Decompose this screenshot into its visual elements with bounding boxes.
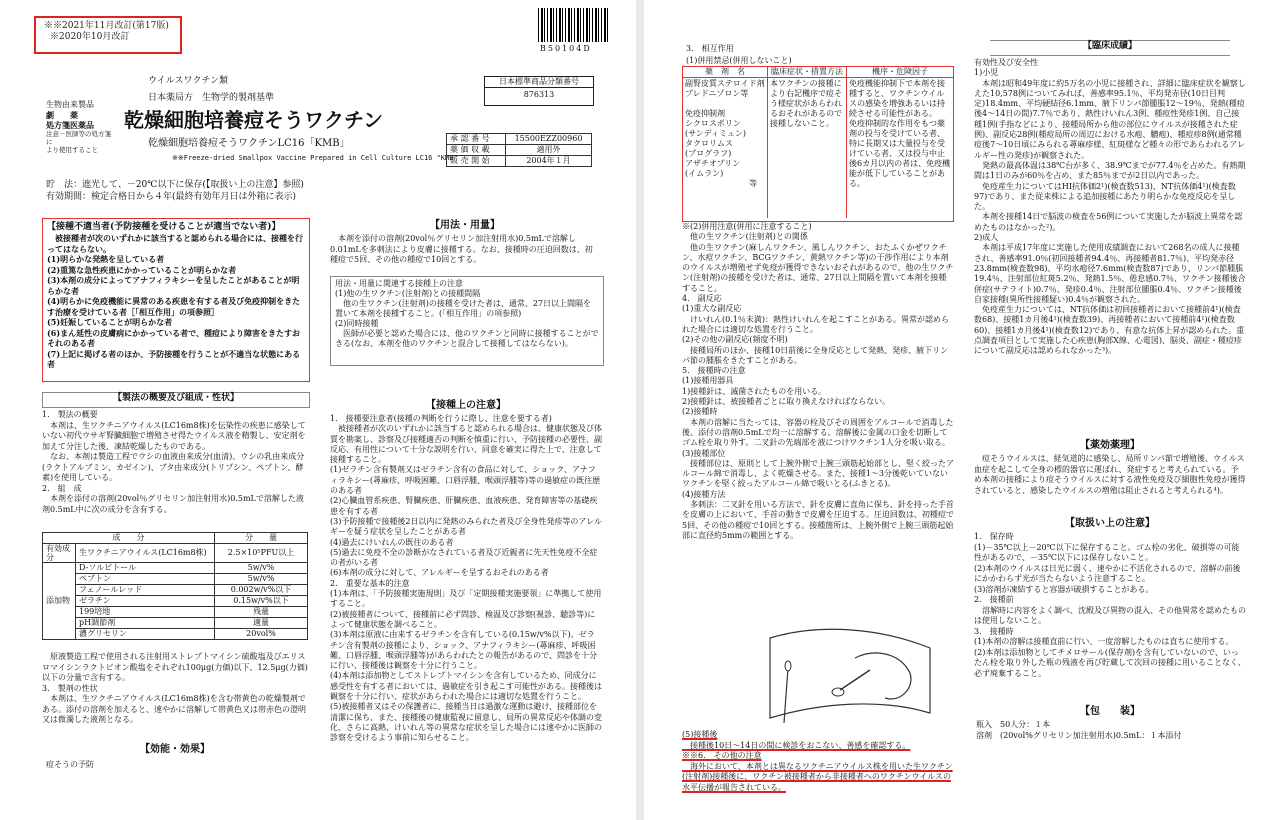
- table-cell: 0.15w/v%以下: [215, 596, 308, 607]
- handling-body: 1. 保存時 (1)－35℃以上－20℃以下に保存すること。ゴム栓の劣化、破損等の可能性があるので、－35℃以下には保存しないこと。 (2)本剤のウイルスは日光に弱く、速やかに不活化されるので、溶解の前後にかかわらず光が当たらないよう注意すること。 (3)溶剤が凍結すると容器が破損することがある。 2. 接種前 溶解時に内容をよく調べ、沈殿及び異物の混入、その他異常を認めたものは使用しないこと。 3. 接種時 (1)本剤の溶解は接種直前に行い、一度溶解したものは直ちに使用する。 (2)本剤は添加物としてチメロサール(保存剤)を含有していないので、いったん栓を取り外した瓶の残液を再び貯蔵して次回の接種に用いることなく、必ず廃棄すること。: [974, 532, 1246, 678]
- contraindications-title: 【接種不適当者(予防接種を受けることが適当でない者)】: [47, 222, 281, 232]
- package-title: 【包 装】: [1080, 706, 1140, 717]
- table-cell: 有効成分: [43, 544, 76, 563]
- regulatory-label: 注意－医師等の処方箋に: [46, 130, 111, 146]
- product-body-1: 1. 製法の概要 本剤は、生ワクチニアウイルス(LC16m8株)を伝染性の疾患に感染していない初代ウサギ腎臓細胞で増殖させ得たウイルス液を精製し、安定剤を加えて分注した後、凍結乾燥したものである。 なお、本剤は製造工程でウシの血液由来成分(血清)、ウシの乳由来成分(ラクトアルブミン、カゼイン)、ブタ由来成分(トリプシン、ペプトン、酵素)を使用している。 2. 組 成 本剤を添付の溶剤(20vol％グリセリン加注射用水)0.5mLで溶解した液剤0.5mL中に次の成分を含有する。: [42, 410, 306, 514]
- table-cell: 適用外: [506, 145, 592, 156]
- table-cell: pH調節剤: [76, 618, 215, 629]
- english-title: ※※Freeze-dried Smallpox Vaccine Prepared in Cell Culture LC16 "KMB": [172, 154, 458, 162]
- regulatory-label: 処方箋医薬品: [46, 120, 94, 130]
- table-row: [683, 67, 953, 78]
- table-row: [43, 563, 308, 574]
- table-header: 成 分: [43, 533, 215, 544]
- clinical-body: 有効性及び安全性 1)小児 本剤は昭和49年度に約5万名の小児に接種され、詳細に臨床症状を観察しえた10,578例についてみれば、善感率95.1％、平均発赤径(10日目判定)18.4mm、平均硬結径6.1mm、腋下リンパ節腫脹12～19％、発熱(種痘後4～14日の間)7.7％であり、熱性けいれん3例、種痘性発疹1例、自己接種1例(手指などにより、接種局所から他の部位にウイルスが接種された症例)、副反応28例(種痘局所の周辺における水疱、膿疱)、種痘疹8例(通常種痘後7～10日頃にみられる蕁麻疹様、紅斑様など種々の形であらわれるアレルギー性の発疹)が観察された。 発熱の最高体温は38℃台が多く、38.9℃までが77.4％を占めた。有熱期間は1日のみが60％を占め、また85％までが2日以内であった。 免疫産生力についてはHI抗体価2¹)(検査数513)、NT抗体価4¹)(検査数97)であり、また従来株による追加接種にあたり明らかな免疫反応を呈した。 本剤を接種14日で脳波の検査を56例について実施したが脳波上異常を認めたものはなかった²)。 2)成人 本剤は平成17年度に実施した使用成績調査において268名の成人に接種され、善感率91.0％(初回接種者94.4％、再接種者81.7％)、平均発赤径23.8mm(検査数98)、平均水疱径7.6mm(検査数87)であり、リンパ節腫脹19.4％、注射部位紅斑5.2％、発熱1.5％、倦怠感0.7％、ワクチン接種後合併症(サテライト)0.7％、発疹0.4％、注射部位腫脹0.4％、ワクチン接種後自家接種(異所性接種疑い)0.4％が観察された。 免疫産生力については、NT抗体価は初回接種者において接種前4¹)(検査数68)、接種1カ月後4¹)(検査数39)、再接種者において接種前4¹)(検査数60)、接種1カ月後4¹)(検査数12)であり、有意な抗体上昇が認められた。重点調査項目として実施した心疾患(胸部X線、心電図)、脳炎、副症・種痘疹について副反応は認められなかった³)。: [974, 58, 1246, 356]
- usage-title: 【用法・用量】: [430, 220, 500, 231]
- precaution-body: 1. 接種要注意者(接種の判断を行うに際し、注意を要する者) 被接種者が次のいずれかに該当すると認められる場合は、健康状態及び体質を勘案し、診察及び接種適否の判断を慎重に行い、予防接種の必要性、副反応、有用性について十分な説明を行い、同意を確実に得た上で、注意して接種すること。 (1)ゼラチン含有製剤又はゼラチン含有の食品に対して、ショック、アナフィラキシー(蕁麻疹、呼吸困難、口唇浮腫、喉頭浮腫等)等の過敏症の既往歴のある者 (2)心臓血管系疾患、腎臓疾患、肝臓疾患、血液疾患、発育障害等の基礎疾患を有する者 (3)予防接種で接種後2日以内に発熱のみられた者及び全身性発疹等のアレルギーを疑う症状を呈したことがある者 (4)過去にけいれんの既往のある者 (5)過去に免疫不全の診断がなされている者及び近親者に先天性免疫不全症の者がいる者 (6)本剤の成分に対して、アレルギーを呈するおそれのある者 2. 重要な基本的注意 (1)本剤は、「予防接種実施規則」及び「定期接種実施要領」に準拠して使用すること。 (2)被接種者について、接種前に必ず問診、検温及び診察(視診、聴診等)によって健康状態を調べること。 (3)本剤は原液に由来するゼラチンを含有している(0.15w/v%以下)。ゼラチン含有製剤の接種により、ショック、アナフィラキシー(蕁麻疹、呼吸困難、口唇浮腫、喉頭浮腫等)があらわれたとの報告があるので、問診を十分に行い、接種後は観察を十分に行うこと。 (4)本剤は添加物としてストレプトマイシンを含有しているため、同成分に感受性を有する者においては、過敏症を引き起こす可能性がある。接種後は観察を十分に行い、症状があらわれた場合には適切な処置を行うこと。 (5)被接種者又はその保護者に、接種当日は過激な運動は避け、接種部位を清潔に保ち、また、接種後の健康監視に留意し、局所の異常反応や体調の変化、さらに高熱、けいれん等の異常な症状を呈した場合には速やかに医師の診察を受けるよう事前に知らせること。: [330, 414, 602, 743]
- table-cell: 生ワクチニアウイルス(LC16m8株): [76, 544, 215, 563]
- storage-info: 貯 法：遮光して、－20℃以下に保存(【取扱い上の注意】参照): [46, 180, 304, 190]
- clinical-title-box: [990, 40, 1230, 56]
- product-body-2: 原液製造工程で使用される注射用ストレプトマイシン硫酸塩及びエリスロマイシンラクトビオン酸塩をそれぞれ100μg(力価)以下、12.5μg(力価)以下の分量で含有する。 3. 製剤の性状 本剤は、生ワクチニアウイルス(LC16m8株)を含む帯黄色の乾燥製剤である。添付の溶剤を加えると、速やかに溶解して帯黄色又は帯赤色の澄明又は微濁した液剤となる。: [42, 652, 308, 724]
- table-header: 機序・危険因子: [872, 67, 928, 76]
- handling-title: 【取扱い上の注意】: [1065, 518, 1155, 529]
- table-row: [43, 629, 308, 640]
- table-header: 臨床症状・措置方法: [768, 67, 847, 77]
- table-row: [683, 78, 953, 218]
- table-cell: 残量: [215, 607, 308, 618]
- table-row: [43, 585, 308, 596]
- table-row: [447, 156, 592, 167]
- table-cell: 免疫機能抑制下で本剤を接種すると、ワクチンウイルスの感染を増強あるいは持続させる可能性がある。 免疫抑制的な作用をもつ薬剤の投与を受けている者、特に長期又は大量投与を受けている者、又は投与中止後6カ月以内の者は、免疫機能が低下していることがある。: [849, 79, 951, 188]
- barcode: [538, 8, 610, 42]
- table-cell: フェノールレッド: [76, 585, 215, 596]
- table-cell: 20vol%: [215, 629, 308, 640]
- interaction-title: 3. 相互作用: [686, 44, 734, 53]
- table-row: [447, 145, 592, 156]
- interaction-adverse-administration-body: ※(2)併用注意(併用に注意すること) 他の生ワクチン(注射剤)との関係 他の生ワクチン(麻しんワクチン、風しんワクチン、おたふくかぜワクチン、水痘ワクチン、BCGワクチン、黄熱ワクチン等)の干渉作用により本剤のウイルスが増殖せず免疫が獲得できないおそれがあるので、他の生ワクチン(注射剤)の接種を受けた者は、通常、27日以上間隔を置いて本剤を接種すること。 4. 副反応 (1)重大な副反応 けいれん(0.1％未満)：熱性けいれんを起こすことがある。異常が認められた場合には適切な処置を行うこと。 (2)その他の副反応(頻度不明) 接種局所のほか、接種10日前後に全身反応として発熱、発疹、腋下リンパ節の腫脹をきたすことがある。 5. 接種時の注意 (1)接種用器具 1)接種針は、滅菌されたものを用いる。 2)接種針は、被接種者ごとに取り換えなければならない。 (2)接種時 本剤の溶解に当たっては、容器の栓及びその周囲をアルコールで消毒した後、添付の溶剤0.5mLで均一に溶解する。溶解後に金属の口金を切断してゴム栓を取り外す。二叉針の先端部を液につけワクチン1人分を吸い取る。 (3)接種部位 接種部位は、原則として上腕外側で上腕三頭筋起始部とし、堅く絞ったアルコール綿で消毒し、よく乾燥させる。また、接種1～3分後乾いていないワクチンを堅く絞ったアルコール綿で吸いとる(ふきとる)。 (4)接種方法 多刺法：二叉針を用いる方法で、針を皮膚に直角に保ち、針を持った手首を皮膚の上において、手首の動きで皮膚を圧迫する。圧迫回数は、初種痘で5回、その他の種痘で10回とする。接種箇所は、上腕外側で上腕三頭筋起始部に直径約5mmの範囲とする。: [682, 222, 954, 540]
- effect-title: 【効能・効果】: [140, 744, 210, 755]
- revision-2: ※2020年10月改訂: [50, 32, 130, 42]
- document-page-right: [644, 0, 1280, 820]
- usage-note-body: (1)他の生ワクチン(注射剤)との接種間隔 他の生ワクチン(注射剤)の接種を受けた者は、通常、27日以上間隔を置いて本剤を接種すること。(「相互作用」の項参照) (2)同時接種 医師が必要と認めた場合には、他のワクチンと同時に接種することができる(なお、本剤を他のワクチンと混合して接種してはならない)。: [335, 289, 599, 348]
- table-cell: 2.5×10⁵PFU以上: [215, 544, 308, 563]
- table-cell: 5w/v%: [215, 563, 308, 574]
- interaction-table: [682, 66, 954, 222]
- table-cell: 副腎皮質ステロイド剤 プレドニゾロン等 免疫抑制剤 シクロスポリン (サンディミュン) タクロリムス (プログラフ) アザチオプリン (イムラン) 等: [683, 78, 768, 218]
- table-row: [43, 618, 308, 629]
- product-title: 【製法の概要及び組成・性状】: [112, 393, 239, 403]
- table-cell: 5w/v%: [215, 574, 308, 585]
- jsci-label: 日本標準商品分類番号: [485, 77, 593, 88]
- pharmacopoeia: 日本薬局方 生物学的製剤基準: [148, 93, 275, 103]
- usage-note-title: 用法・用量に関連する接種上の注意: [335, 279, 463, 288]
- table-cell: 添加物: [43, 563, 76, 640]
- usage-note-box: [330, 276, 604, 366]
- table-row: [43, 607, 308, 618]
- table-cell: 薬 価 収 載: [447, 145, 506, 156]
- regulatory-label: より使用すること: [46, 146, 98, 154]
- table-row: [43, 596, 308, 607]
- effect-body: 痘そうの予防: [46, 760, 94, 769]
- jsci-number: 876313: [523, 90, 555, 99]
- precaution-title: 【接種上の注意】: [426, 400, 506, 411]
- package-body: 瓶入 50人分：１本 溶剤 (20vol%グリセリン加注射用水)0.5mL：１本添付: [976, 720, 1182, 740]
- product-title-box: [42, 392, 310, 408]
- pharmacology-title: 【薬効薬理】: [1080, 440, 1140, 451]
- table-cell: 濃グリセリン: [76, 629, 215, 640]
- table-cell: 承 認 番 号: [447, 134, 506, 145]
- table-cell: 15500EZZ00960: [506, 134, 592, 145]
- table-cell: ペプトン: [76, 574, 215, 585]
- jsci-box: [484, 76, 594, 106]
- document-page-left: [0, 0, 636, 820]
- table-header: 薬 剤 名: [683, 67, 768, 77]
- sub-title: 乾燥細胞培養痘そうワクチンLC16「KMB」: [148, 138, 350, 149]
- after-vaccination-notes: (5)接種後 接種後10日～14日の間に検診をおこない、善感を確認する。 ※※6. その他の注意 海外において、本剤とは異なるワクチニアウイルス株を用いた生ワクチン(注射剤)接種後に、ワクチン被接種者から非接種者へのワクチンウイルスの水平伝播が報告されている。: [682, 730, 953, 792]
- table-row: [43, 544, 308, 563]
- clinical-title: 【臨床成績】: [1082, 41, 1137, 51]
- usage-body: 本剤を添付の溶剤(20vol％グリセリン加注射用水)0.5mLで溶解し0.01mLを多刺法により皮膚に接種する。なお、接種時の圧迫回数は、初種痘で5回、その他の種痘で10回とする。: [330, 234, 593, 264]
- table-cell: 販 売 開 始: [447, 156, 506, 167]
- table-row: [447, 134, 592, 145]
- revision-1: ※※2021年11月改訂(第17版): [44, 21, 169, 31]
- vaccine-category: ウイルスワクチン類: [148, 76, 229, 86]
- revision-box: [34, 16, 182, 54]
- table-cell: 2004年１月: [506, 156, 592, 167]
- interaction-subtitle: (1)併用禁忌(併用しないこと): [686, 56, 792, 65]
- pharmacology-body: 痘そうウイルスは、経気道的に感染し、局所リンパ節で増殖後、ウイルス血症を起こして全身の標的器官に運ばれ、発症すると考えられている。予め本剤の接種により痘そうウイルスに対する液性免疫及び細胞性免疫が獲得されていると、感染したウイルスの増殖は阻止されると考えられる⁴)。: [974, 454, 1246, 495]
- table-row: [43, 533, 308, 544]
- composition-table: [42, 532, 308, 640]
- regulatory-label: 生物由来製品: [46, 100, 94, 109]
- table-cell: 0.002w/v%以下: [215, 585, 308, 596]
- regulatory-labels: [46, 100, 116, 154]
- main-title: 乾燥細胞培養痘そうワクチン: [124, 108, 383, 132]
- expiry-info: 有効期間：検定合格日から４年(最終有効年月日は外箱に表示): [46, 192, 297, 202]
- contraindications-body: 被接種者が次のいずれかに該当すると認められる場合には、接種を行ってはならない。 (1)明らかな発熱を呈している者 (2)重篤な急性疾患にかかっていることが明らかな者 (3)本剤の成分によってアナフィラキシーを呈したことがあることが明らかな者 (4)明らかに免疫機能に異常のある疾患を有する者及び免疫抑制をきたす治療を受けている者［「相互作用」の項参照］ (5)妊娠していることが明らかな者 (6)まん延性の皮膚病にかかっている者で、種痘により障害をきたすおそれのある者 (7)上記に掲げる者のほか、予防接種を行うことが不適当な状態にある者: [47, 233, 303, 369]
- table-cell: 本ワクチンの接種により右記機序で痘そう様症状があらわれるおそれがあるので接種しないこと。: [768, 78, 847, 218]
- approval-table: [446, 133, 592, 167]
- barcode-number: B50104D: [540, 44, 592, 53]
- table-cell: ゼラチン: [76, 596, 215, 607]
- regulatory-label: 劇 薬: [46, 110, 78, 120]
- table-header: 分 量: [215, 533, 308, 544]
- contraindications-box: [42, 218, 310, 382]
- table-cell: 適量: [215, 618, 308, 629]
- page-gutter: [636, 0, 644, 820]
- table-row: [43, 574, 308, 585]
- table-cell: D-ソルビトール: [76, 563, 215, 574]
- injection-illustration: [760, 618, 936, 728]
- table-cell: 199培地: [76, 607, 215, 618]
